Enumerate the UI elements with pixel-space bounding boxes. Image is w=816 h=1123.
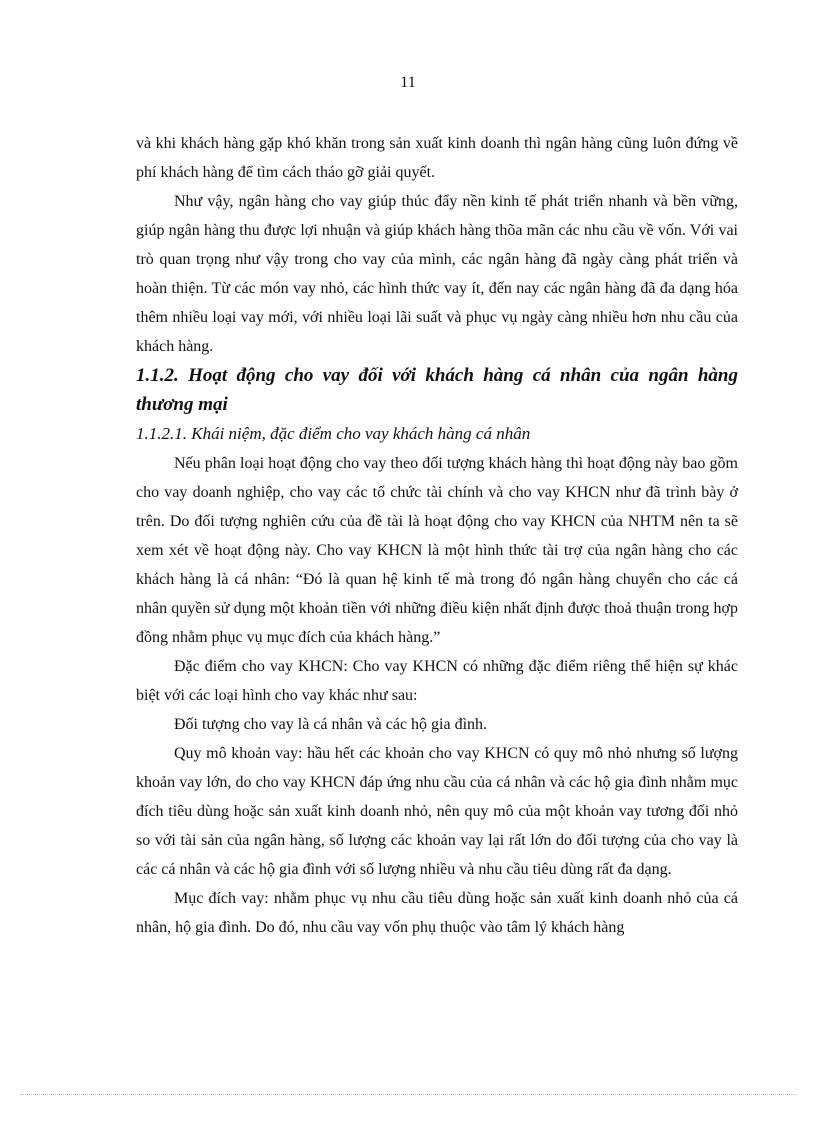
paragraph-lending-role: Như vậy, ngân hàng cho vay giúp thúc đẩy nền kinh tế phát triển nhanh và bền vững, giúp ngân hàng thu được lợi nhuận và giúp khách hàng thõa mãn các nhu cầu về vốn. Với vai trò quan trọng như vậy trong cho vay của mình, các ngân hàng đã ngày càng phát triển và hoàn thiện. Từ các món vay nhỏ, các hình thức vay ít, đến nay các ngân hàng đã đa dạng hóa thêm nhiều loại vay mới, với nhiều loại lãi suất và phục vụ ngày càng nhiều hơn nhu cầu của khách hàng. xyxy=(136,193,738,355)
subsection-heading: 1.1.2.1. Khái niệm, đặc điểm cho vay khách hàng cá nhân xyxy=(136,424,531,443)
paragraph-continuation: và khi khách hàng gặp khó khăn trong sản xuất kinh doanh thì ngân hàng cũng luôn đứng về phí khách hàng để tìm cách tháo gỡ giải quyết. xyxy=(136,135,738,181)
section-heading: 1.1.2. Hoạt động cho vay đối với khách hàng cá nhân của ngân hàng thương mại xyxy=(136,365,738,415)
paragraph-definition: Nếu phân loại hoạt động cho vay theo đối tượng khách hàng thì hoạt động này bao gồm cho vay doanh nghiệp, cho vay các tổ chức tài chính và cho vay KHCN như đã trình bày ở trên. Do đối tượng nghiên cứu của đề tài là hoạt động cho vay KHCN của NHTM nên ta sẽ xem xét về hoạt động này. Cho vay KHCN là một hình thức tài trợ của ngân hàng cho các khách hàng là cá nhân: “Đó là quan hệ kinh tế mà trong đó ngân hàng chuyển cho các cá nhân quyền sử dụng một khoản tiền với những điều kiện nhất định được thoả thuận trong hợp đồng nhằm phục vụ mục đích của khách hàng.” xyxy=(136,455,738,646)
paragraph-loan-size: Quy mô khoản vay: hầu hết các khoản cho vay KHCN có quy mô nhỏ nhưng số lượng khoản vay lớn, do cho vay KHCN đáp ứng nhu cầu của cá nhân và các hộ gia đình nhằm mục đích tiêu dùng hoặc sản xuất kinh doanh nhỏ, nên quy mô của một khoản vay tương đối nhỏ so với tài sản của ngân hàng, số lượng các khoản vay lại rất lớn do đối tượng của cho vay là các cá nhân và các hộ gia đình với số lượng nhiều và nhu cầu tiêu dùng rất đa dạng. xyxy=(136,745,738,878)
page-number: 11 xyxy=(400,74,416,91)
document-body xyxy=(136,129,738,942)
paragraph-borrower: Đối tượng cho vay là cá nhân và các hộ gia đình. xyxy=(174,716,488,733)
paragraph-characteristics: Đặc điểm cho vay KHCN: Cho vay KHCN có những đặc điểm riêng thể hiện sự khác biệt với các loại hình cho vay khác như sau: xyxy=(136,658,738,704)
page-bottom-divider xyxy=(20,1094,796,1095)
paragraph-loan-purpose: Mục đích vay: nhằm phục vụ nhu cầu tiêu dùng hoặc sản xuất kinh doanh nhỏ của cá nhân, hộ gia đình. Do đó, nhu cầu vay vốn phụ thuộc vào tâm lý khách hàng xyxy=(136,890,738,936)
